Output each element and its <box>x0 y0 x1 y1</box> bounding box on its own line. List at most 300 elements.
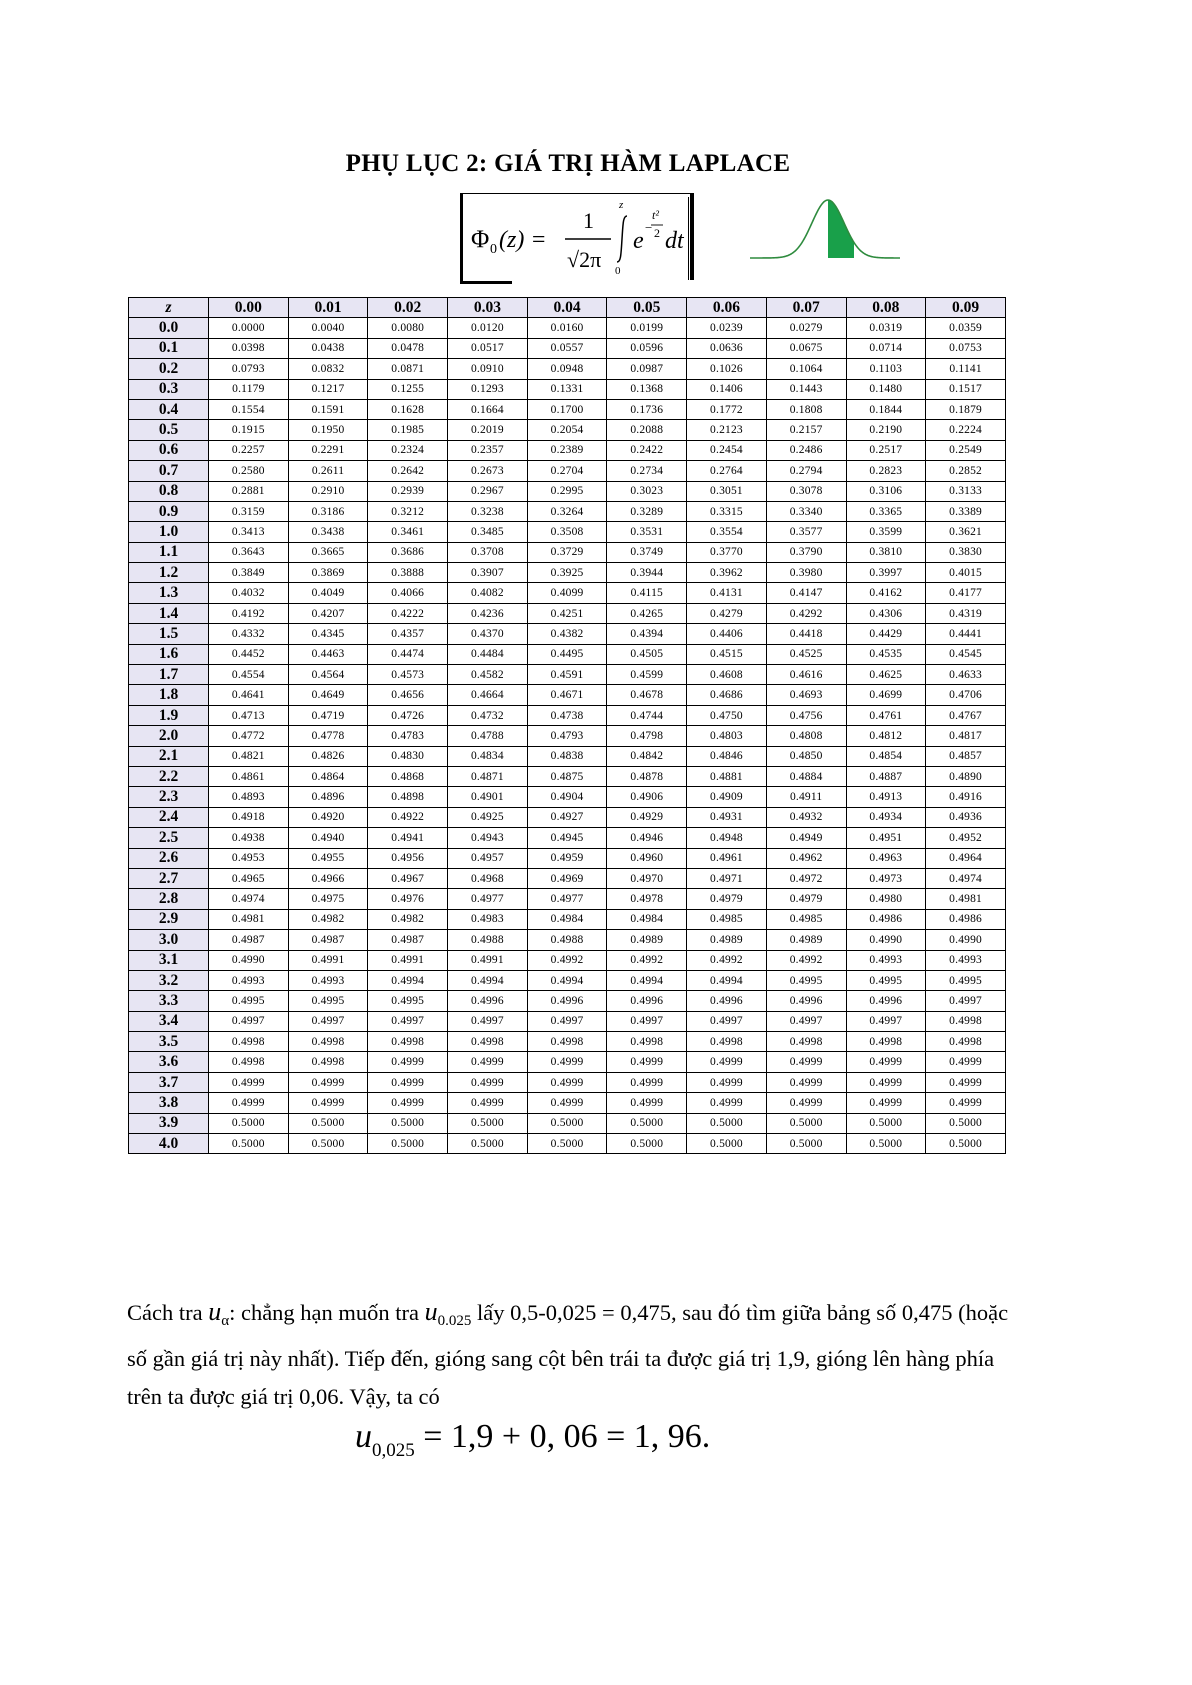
table-cell: 0.3686 <box>368 542 448 562</box>
table-cell: 0.2157 <box>766 420 846 440</box>
table-cell: 0.4996 <box>448 991 528 1011</box>
row-z-value: 2.7 <box>129 868 209 888</box>
table-cell: 0.4633 <box>926 665 1006 685</box>
row-z-value: 0.4 <box>129 399 209 419</box>
table-cell: 0.4911 <box>766 787 846 807</box>
table-cell: 0.4945 <box>527 828 607 848</box>
table-cell: 0.4975 <box>288 889 368 909</box>
table-row <box>129 909 1006 929</box>
table-cell: 0.3315 <box>687 501 767 521</box>
table-cell: 0.4713 <box>209 705 289 725</box>
table-cell: 0.4345 <box>288 624 368 644</box>
table-cell: 0.4744 <box>607 705 687 725</box>
table-cell: 0.4999 <box>687 1072 767 1092</box>
row-z-value: 1.8 <box>129 685 209 705</box>
table-cell: 0.4973 <box>846 868 926 888</box>
table-cell: 0.4999 <box>607 1052 687 1072</box>
table-cell: 0.4999 <box>766 1093 846 1113</box>
table-cell: 0.4998 <box>926 1011 1006 1031</box>
table-cell: 0.4962 <box>766 848 846 868</box>
table-cell: 0.3023 <box>607 481 687 501</box>
row-z-value: 3.3 <box>129 991 209 1011</box>
table-cell: 0.4649 <box>288 685 368 705</box>
table-cell: 0.4515 <box>687 644 767 664</box>
table-cell: 0.4955 <box>288 848 368 868</box>
table-cell: 0.4988 <box>448 930 528 950</box>
formula-upper-limit: z <box>619 199 624 211</box>
table-cell: 0.4970 <box>607 868 687 888</box>
table-cell: 0.1293 <box>448 379 528 399</box>
table-cell: 0.2580 <box>209 461 289 481</box>
table-cell: 0.4998 <box>209 1052 289 1072</box>
table-cell: 0.4998 <box>527 1032 607 1052</box>
integral-sign <box>617 216 627 262</box>
table-cell: 0.4808 <box>766 726 846 746</box>
u-alpha-letter: u <box>208 1297 222 1326</box>
table-cell: 0.4981 <box>209 909 289 929</box>
table-cell: 0.2881 <box>209 481 289 501</box>
table-cell: 0.4938 <box>209 828 289 848</box>
row-z-value: 0.7 <box>129 461 209 481</box>
table-cell: 0.3289 <box>607 501 687 521</box>
table-row <box>129 766 1006 786</box>
table-cell: 0.4998 <box>766 1032 846 1052</box>
table-cell: 0.1844 <box>846 399 926 419</box>
table-cell: 0.0199 <box>607 318 687 338</box>
row-z-value: 1.5 <box>129 624 209 644</box>
table-row <box>129 644 1006 664</box>
table-cell: 0.4989 <box>766 930 846 950</box>
table-cell: 0.4896 <box>288 787 368 807</box>
table-cell: 0.4990 <box>209 950 289 970</box>
table-cell: 0.1554 <box>209 399 289 419</box>
table-cell: 0.2486 <box>766 440 846 460</box>
row-z-value: 0.3 <box>129 379 209 399</box>
table-cell: 0.5000 <box>288 1134 368 1154</box>
table-cell: 0.4279 <box>687 603 767 623</box>
table-cell: 0.4573 <box>368 665 448 685</box>
row-z-value: 1.7 <box>129 665 209 685</box>
table-cell: 0.2823 <box>846 461 926 481</box>
table-row <box>129 583 1006 603</box>
table-cell: 0.4750 <box>687 705 767 725</box>
table-cell: 0.4999 <box>687 1093 767 1113</box>
table-cell: 0.0438 <box>288 338 368 358</box>
table-cell: 0.4495 <box>527 644 607 664</box>
table-cell: 0.3907 <box>448 563 528 583</box>
table-cell: 0.4664 <box>448 685 528 705</box>
table-cell: 0.3980 <box>766 563 846 583</box>
table-cell: 0.3186 <box>288 501 368 521</box>
table-cell: 0.1255 <box>368 379 448 399</box>
table-cell: 0.5000 <box>448 1134 528 1154</box>
table-cell: 0.4671 <box>527 685 607 705</box>
table-cell: 0.4988 <box>527 930 607 950</box>
table-cell: 0.0359 <box>926 318 1006 338</box>
table-cell: 0.4967 <box>368 868 448 888</box>
table-cell: 0.4986 <box>926 909 1006 929</box>
row-z-value: 3.2 <box>129 970 209 990</box>
table-cell: 0.2910 <box>288 481 368 501</box>
table-cell: 0.4972 <box>766 868 846 888</box>
table-cell: 0.1064 <box>766 359 846 379</box>
table-cell: 0.4992 <box>687 950 767 970</box>
table-cell: 0.4656 <box>368 685 448 705</box>
laplace-formula <box>460 193 694 280</box>
row-z-value: 0.0 <box>129 318 209 338</box>
table-cell: 0.4732 <box>448 705 528 725</box>
table-cell: 0.3665 <box>288 542 368 562</box>
header-cell-col: 0.00 <box>209 298 289 318</box>
table-cell: 0.4798 <box>607 726 687 746</box>
table-cell: 0.4925 <box>448 807 528 827</box>
table-cell: 0.4953 <box>209 848 289 868</box>
explanation-text-2: : chẳng hạn muốn tra <box>229 1300 425 1325</box>
table-cell: 0.4871 <box>448 766 528 786</box>
table-cell: 0.4952 <box>926 828 1006 848</box>
table-cell: 0.4032 <box>209 583 289 603</box>
header-cell-col: 0.08 <box>846 298 926 318</box>
table-cell: 0.0832 <box>288 359 368 379</box>
table-cell: 0.4582 <box>448 665 528 685</box>
table-cell: 0.4943 <box>448 828 528 848</box>
table-cell: 0.0279 <box>766 318 846 338</box>
table-cell: 0.2611 <box>288 461 368 481</box>
table-cell: 0.2324 <box>368 440 448 460</box>
table-cell: 0.4999 <box>448 1072 528 1092</box>
table-cell: 0.4965 <box>209 868 289 888</box>
table-cell: 0.2794 <box>766 461 846 481</box>
table-cell: 0.4992 <box>607 950 687 970</box>
table-row <box>129 1134 1006 1154</box>
table-cell: 0.4999 <box>926 1093 1006 1113</box>
table-cell: 0.2734 <box>607 461 687 481</box>
table-row <box>129 889 1006 909</box>
table-cell: 0.4236 <box>448 603 528 623</box>
table-cell: 0.4931 <box>687 807 767 827</box>
table-cell: 0.1217 <box>288 379 368 399</box>
formula-exp-num: t² <box>652 208 659 222</box>
table-cell: 0.4999 <box>926 1072 1006 1092</box>
table-cell: 0.0987 <box>607 359 687 379</box>
header-cell-col: 0.03 <box>448 298 528 318</box>
table-cell: 0.4999 <box>607 1072 687 1092</box>
table-cell: 0.3554 <box>687 522 767 542</box>
laplace-formula-svg <box>461 194 693 280</box>
u-0025-symbol <box>424 1297 472 1329</box>
row-z-value: 0.9 <box>129 501 209 521</box>
table-cell: 0.0319 <box>846 318 926 338</box>
table-cell: 0.4554 <box>209 665 289 685</box>
table-cell: 0.4864 <box>288 766 368 786</box>
table-cell: 0.4904 <box>527 787 607 807</box>
table-cell: 0.4854 <box>846 746 926 766</box>
table-cell: 0.4772 <box>209 726 289 746</box>
table-cell: 0.2642 <box>368 461 448 481</box>
table-cell: 0.3051 <box>687 481 767 501</box>
table-cell: 0.0714 <box>846 338 926 358</box>
table-cell: 0.4974 <box>926 868 1006 888</box>
table-cell: 0.4996 <box>607 991 687 1011</box>
table-cell: 0.4964 <box>926 848 1006 868</box>
table-cell: 0.3106 <box>846 481 926 501</box>
table-row <box>129 318 1006 338</box>
table-cell: 0.5000 <box>846 1134 926 1154</box>
table-cell: 0.4991 <box>368 950 448 970</box>
table-cell: 0.4996 <box>527 991 607 1011</box>
table-cell: 0.4382 <box>527 624 607 644</box>
table-cell: 0.4778 <box>288 726 368 746</box>
table-cell: 0.4987 <box>368 930 448 950</box>
table-cell: 0.4878 <box>607 766 687 786</box>
table-cell: 0.0080 <box>368 318 448 338</box>
table-cell: 0.5000 <box>527 1134 607 1154</box>
result-rhs: = 1,9 + 0, 06 = 1, 96. <box>414 1418 711 1455</box>
table-row <box>129 991 1006 1011</box>
table-cell: 0.4997 <box>368 1011 448 1031</box>
result-u: u <box>355 1418 372 1455</box>
table-cell: 0.4678 <box>607 685 687 705</box>
table-cell: 0.0871 <box>368 359 448 379</box>
laplace-table <box>128 297 1006 1154</box>
row-z-value: 2.1 <box>129 746 209 766</box>
table-cell: 0.4147 <box>766 583 846 603</box>
table-cell: 0.4803 <box>687 726 767 746</box>
table-cell: 0.4783 <box>368 726 448 746</box>
table-cell: 0.3264 <box>527 501 607 521</box>
row-z-value: 1.2 <box>129 563 209 583</box>
table-cell: 0.1406 <box>687 379 767 399</box>
table-cell: 0.4998 <box>607 1032 687 1052</box>
header-cell-col: 0.05 <box>607 298 687 318</box>
table-row <box>129 501 1006 521</box>
table-cell: 0.4015 <box>926 563 1006 583</box>
table-cell: 0.4934 <box>846 807 926 827</box>
table-cell: 0.4987 <box>288 930 368 950</box>
table-cell: 0.4993 <box>209 970 289 990</box>
table-cell: 0.3340 <box>766 501 846 521</box>
table-cell: 0.4993 <box>926 950 1006 970</box>
table-cell: 0.1591 <box>288 399 368 419</box>
table-cell: 0.4999 <box>288 1093 368 1113</box>
table-cell: 0.3944 <box>607 563 687 583</box>
formula-phi: Φ <box>471 226 490 253</box>
table-cell: 0.4846 <box>687 746 767 766</box>
table-row <box>129 624 1006 644</box>
table-cell: 0.4984 <box>607 909 687 929</box>
table-cell: 0.4999 <box>607 1093 687 1113</box>
table-cell: 0.4906 <box>607 787 687 807</box>
table-cell: 0.4726 <box>368 705 448 725</box>
table-body <box>129 318 1006 1154</box>
table-cell: 0.1772 <box>687 399 767 419</box>
table-cell: 0.3810 <box>846 542 926 562</box>
table-cell: 0.4957 <box>448 848 528 868</box>
table-cell: 0.4265 <box>607 603 687 623</box>
table-cell: 0.2939 <box>368 481 448 501</box>
row-z-value: 2.5 <box>129 828 209 848</box>
table-cell: 0.3749 <box>607 542 687 562</box>
table-cell: 0.4115 <box>607 583 687 603</box>
table-row <box>129 868 1006 888</box>
table-cell: 0.4177 <box>926 583 1006 603</box>
table-cell: 0.0040 <box>288 318 368 338</box>
table-cell: 0.4997 <box>288 1011 368 1031</box>
table-cell: 0.0120 <box>448 318 528 338</box>
table-cell: 0.4838 <box>527 746 607 766</box>
row-z-value: 3.1 <box>129 950 209 970</box>
table-row <box>129 359 1006 379</box>
table-cell: 0.3078 <box>766 481 846 501</box>
table-cell: 0.4850 <box>766 746 846 766</box>
table-cell: 0.1480 <box>846 379 926 399</box>
table-cell: 0.4916 <box>926 787 1006 807</box>
table-cell: 0.4821 <box>209 746 289 766</box>
table-cell: 0.3962 <box>687 563 767 583</box>
table-cell: 0.1103 <box>846 359 926 379</box>
table-cell: 0.4999 <box>448 1093 528 1113</box>
table-cell: 0.4999 <box>527 1093 607 1113</box>
table-cell: 0.3413 <box>209 522 289 542</box>
table-cell: 0.4920 <box>288 807 368 827</box>
table-cell: 0.4946 <box>607 828 687 848</box>
table-cell: 0.4999 <box>687 1052 767 1072</box>
table-cell: 0.4994 <box>448 970 528 990</box>
table-cell: 0.2764 <box>687 461 767 481</box>
row-z-value: 0.1 <box>129 338 209 358</box>
row-z-value: 2.0 <box>129 726 209 746</box>
table-cell: 0.0636 <box>687 338 767 358</box>
table-cell: 0.4966 <box>288 868 368 888</box>
table-cell: 0.4719 <box>288 705 368 725</box>
table-cell: 0.4998 <box>288 1032 368 1052</box>
header-cell-col: 0.04 <box>527 298 607 318</box>
table-cell: 0.4999 <box>926 1052 1006 1072</box>
table-cell: 0.4418 <box>766 624 846 644</box>
table-cell: 0.4995 <box>926 970 1006 990</box>
table-cell: 0.4932 <box>766 807 846 827</box>
table-cell: 0.5000 <box>766 1113 846 1133</box>
table-cell: 0.4948 <box>687 828 767 848</box>
row-z-value: 3.9 <box>129 1113 209 1133</box>
table-cell: 0.1517 <box>926 379 1006 399</box>
table-cell: 0.4738 <box>527 705 607 725</box>
table-cell: 0.4564 <box>288 665 368 685</box>
table-cell: 0.4985 <box>687 909 767 929</box>
table-cell: 0.4292 <box>766 603 846 623</box>
table-cell: 0.4162 <box>846 583 926 603</box>
table-cell: 0.4901 <box>448 787 528 807</box>
table-cell: 0.3770 <box>687 542 767 562</box>
table-cell: 0.4999 <box>846 1093 926 1113</box>
table-cell: 0.3238 <box>448 501 528 521</box>
table-cell: 0.3365 <box>846 501 926 521</box>
header-cell-col: 0.07 <box>766 298 846 318</box>
table-cell: 0.4890 <box>926 766 1006 786</box>
table-cell: 0.5000 <box>209 1113 289 1133</box>
table-cell: 0.4868 <box>368 766 448 786</box>
table-cell: 0.4982 <box>368 909 448 929</box>
table-row <box>129 746 1006 766</box>
table-cell: 0.4463 <box>288 644 368 664</box>
table-cell: 0.4525 <box>766 644 846 664</box>
formula-numerator: 1 <box>583 208 594 233</box>
table-cell: 0.3849 <box>209 563 289 583</box>
table-cell: 0.4995 <box>766 970 846 990</box>
table-cell: 0.1808 <box>766 399 846 419</box>
table-cell: 0.3621 <box>926 522 1006 542</box>
table-row <box>129 970 1006 990</box>
table-cell: 0.4909 <box>687 787 767 807</box>
table-cell: 0.4978 <box>607 889 687 909</box>
table-cell: 0.4999 <box>766 1052 846 1072</box>
header-cell-col: 0.09 <box>926 298 1006 318</box>
table-cell: 0.3599 <box>846 522 926 542</box>
table-cell: 0.4996 <box>846 991 926 1011</box>
table-cell: 0.2257 <box>209 440 289 460</box>
table-cell: 0.1664 <box>448 399 528 419</box>
table-cell: 0.4997 <box>607 1011 687 1031</box>
table-cell: 0.2054 <box>527 420 607 440</box>
table-cell: 0.4992 <box>766 950 846 970</box>
bell-curve-line <box>750 200 900 258</box>
formula-lower-limit: 0 <box>615 265 621 277</box>
table-cell: 0.4997 <box>766 1011 846 1031</box>
table-cell: 0.4998 <box>209 1032 289 1052</box>
table-cell: 0.4983 <box>448 909 528 929</box>
row-z-value: 2.8 <box>129 889 209 909</box>
table-cell: 0.1368 <box>607 379 687 399</box>
formula-dt: dt <box>665 228 684 254</box>
table-cell: 0.4082 <box>448 583 528 603</box>
table-cell: 0.4977 <box>527 889 607 909</box>
table-cell: 0.4693 <box>766 685 846 705</box>
table-row <box>129 379 1006 399</box>
lookup-explanation <box>127 1293 1027 1416</box>
table-cell: 0.4452 <box>209 644 289 664</box>
table-cell: 0.4997 <box>846 1011 926 1031</box>
table-cell: 0.0160 <box>527 318 607 338</box>
u-alpha-subscript: α <box>221 1313 230 1329</box>
table-cell: 0.0793 <box>209 359 289 379</box>
table-cell: 0.4984 <box>527 909 607 929</box>
formula-phi-subscript: 0 <box>490 242 497 257</box>
table-cell: 0.4963 <box>846 848 926 868</box>
table-cell: 0.4706 <box>926 685 1006 705</box>
row-z-value: 0.6 <box>129 440 209 460</box>
table-cell: 0.4222 <box>368 603 448 623</box>
row-z-value: 2.4 <box>129 807 209 827</box>
table-cell: 0.2995 <box>527 481 607 501</box>
table-row <box>129 1113 1006 1133</box>
table-cell: 0.4857 <box>926 746 1006 766</box>
row-z-value: 2.9 <box>129 909 209 929</box>
table-row <box>129 420 1006 440</box>
table-cell: 0.3729 <box>527 542 607 562</box>
table-cell: 0.1915 <box>209 420 289 440</box>
table-cell: 0.4996 <box>766 991 846 1011</box>
header-cell-z: z <box>129 298 209 318</box>
table-cell: 0.0000 <box>209 318 289 338</box>
table-cell: 0.2673 <box>448 461 528 481</box>
table-row <box>129 461 1006 481</box>
table-cell: 0.4918 <box>209 807 289 827</box>
table-cell: 0.5000 <box>607 1134 687 1154</box>
table-cell: 0.3643 <box>209 542 289 562</box>
table-cell: 0.2422 <box>607 440 687 460</box>
table-cell: 0.4940 <box>288 828 368 848</box>
table-cell: 0.4994 <box>687 970 767 990</box>
